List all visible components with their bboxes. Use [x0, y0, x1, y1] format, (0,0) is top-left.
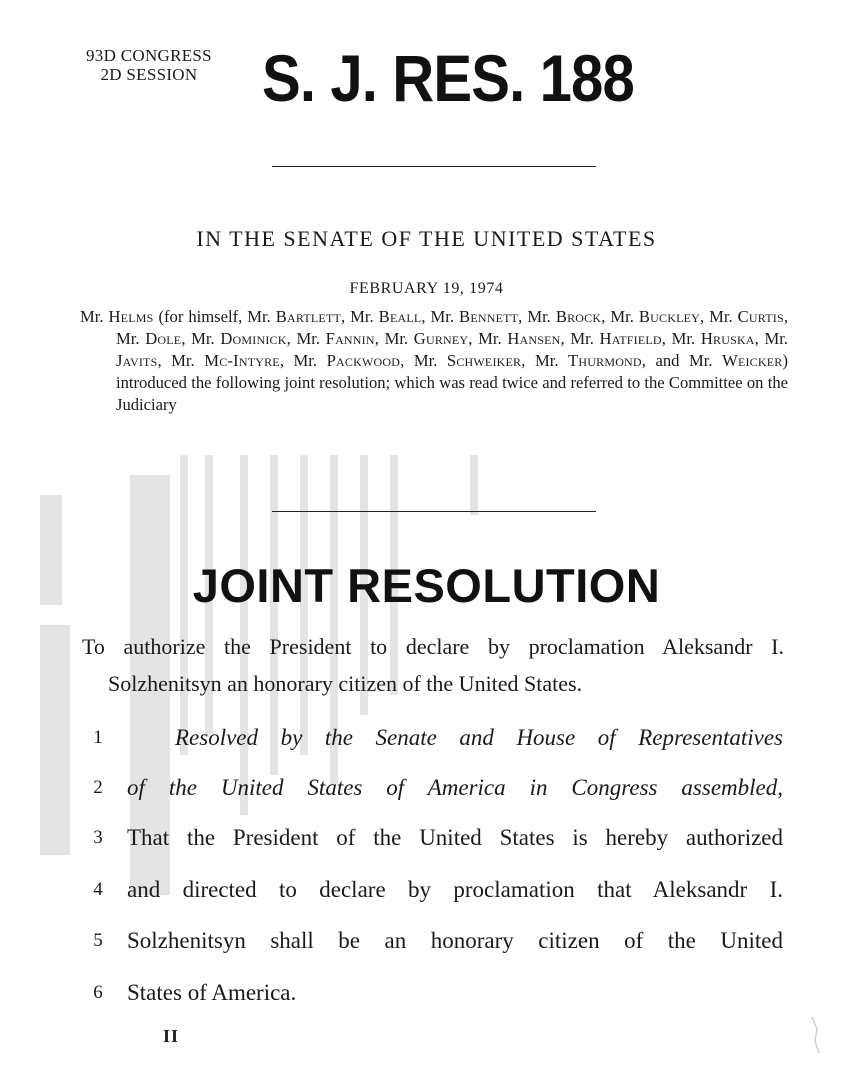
- senator-name: Mr. Mc-Intyre: [171, 351, 280, 370]
- senator-name: Mr. Beall: [350, 307, 422, 326]
- line-text: States of America.: [127, 980, 297, 1005]
- section-divider: [272, 511, 596, 512]
- senator-name: Mr. Hruska: [671, 329, 755, 348]
- line-text: of the United States of America in Congress assembled,: [127, 775, 783, 800]
- line-5: [0, 919, 853, 969]
- chamber-heading: IN THE SENATE OF THE UNITED STATES: [196, 226, 657, 251]
- line-number: 4: [93, 879, 103, 900]
- senator-name: Mr. Buckley: [610, 307, 701, 326]
- line-1: [0, 716, 853, 766]
- footer-mark: II: [163, 1026, 180, 1046]
- senator-name: Mr. Schweiker: [413, 351, 522, 370]
- senator-name: Mr. Fannin: [296, 329, 375, 348]
- senator-name: Mr. Dole: [116, 329, 182, 348]
- line-3: [0, 816, 853, 866]
- congress-number: 93D CONGRESS: [86, 46, 212, 65]
- senator-name: Mr. Javits: [116, 329, 789, 370]
- senator-name: Mr. Gurney: [384, 329, 469, 348]
- senator-name: Mr. Brock: [527, 307, 602, 326]
- document-type-heading: JOINT RESOLUTION: [192, 559, 661, 612]
- line-text: Solzhenitsyn shall be an honorary citizen of the United: [127, 928, 783, 953]
- senator-name: Mr. Helms: [80, 307, 154, 326]
- senator-name: Mr. Bartlett: [247, 307, 342, 326]
- line-text: That the President of the United States is hereby authorized: [127, 825, 783, 850]
- line-number: 3: [93, 827, 103, 848]
- purpose-text: To authorize the President to declare by proclamation Aleksandr I. Solzhenitsyn an honorary citizen of the United States.: [82, 634, 784, 696]
- resolution-purpose: [82, 628, 784, 702]
- senator-name: Mr. Bennett: [430, 307, 519, 326]
- line-6: [0, 971, 853, 1021]
- sponsors-text: Mr. Helms (for himself, Mr. Bartlett, Mr. Beall, Mr. Bennett, Mr. Brock, Mr. Buckley, Mr. Curtis, Mr. Dole, Mr. Dominick, Mr. Fannin, Mr. Gurney, Mr. Hansen, Mr. Hatfield, Mr. Hruska, Mr. Javits, Mr. Mc-Intyre, Mr. Packwood, Mr. Schweiker, Mr. Thurmond, and Mr. Weicker) introduced the following joint resolution; which was read twice and referred to the Committee on the Judiciary: [80, 307, 789, 414]
- senator-name: Mr. Packwood: [293, 351, 401, 370]
- line-text: Resolved by the Senate and House of Representatives: [175, 725, 783, 750]
- paper-smudge: [809, 1015, 823, 1055]
- introduction-date: FEBRUARY 19, 1974: [349, 280, 504, 297]
- line-number: 1: [93, 727, 103, 748]
- senator-name: Mr. Thurmond: [534, 351, 642, 370]
- session-number: 2D SESSION: [100, 65, 198, 84]
- line-number: 6: [93, 982, 103, 1003]
- line-4: [0, 868, 853, 918]
- line-text: and directed to declare by proclamation that Aleksandr I.: [127, 877, 783, 902]
- line-2: [0, 766, 853, 816]
- line-number: 2: [93, 777, 103, 798]
- header-divider: [272, 166, 596, 167]
- congress-session-label: [86, 46, 212, 84]
- bill-number: S. J. RES. 188: [262, 41, 634, 115]
- sponsors-paragraph: [80, 306, 788, 416]
- senator-name: Mr. Hatfield: [570, 329, 662, 348]
- senator-name: Mr. Dominick: [191, 329, 287, 348]
- line-number: 5: [93, 930, 103, 951]
- senator-name: Mr. Weicker: [689, 351, 783, 370]
- senator-name: Mr. Curtis: [709, 307, 784, 326]
- senator-name: Mr. Hansen: [478, 329, 561, 348]
